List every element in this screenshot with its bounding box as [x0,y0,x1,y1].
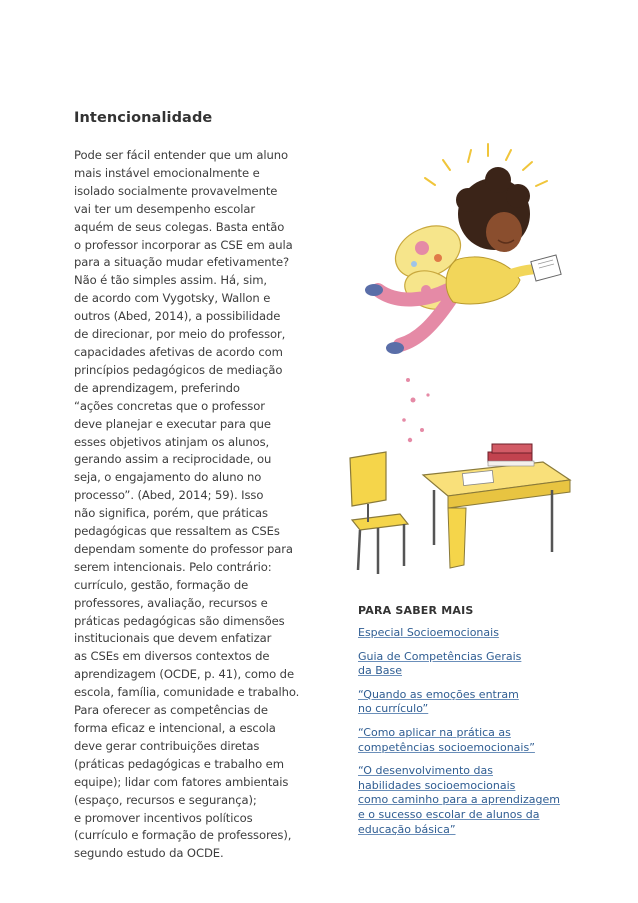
reference-link-line [358,793,588,808]
body-line: escola, família, comunidade e trabalho. [74,685,300,700]
body-line: de acordo com Vygotsky, Wallon e [74,291,271,306]
reference-link[interactable] [358,688,588,717]
body-line: “ações concretas que o professor [74,398,265,413]
reference-link-line [358,688,588,703]
body-line: equipe); lidar com fatores ambientais [74,774,289,789]
body-line: Pode ser fácil entender que um aluno [74,148,288,162]
fairy-body [446,257,520,304]
body-line: para a situação mudar efetivamente? [74,255,290,270]
body-text [74,147,310,863]
link-list [358,626,588,837]
body-line: deve gerar contribuições diretas [74,738,260,753]
body-line: (práticas pedagógicas e trabalho em [74,756,284,771]
body-line: institucionais que devem enfatizar [74,631,272,646]
body-line: Não é tão simples assim. Há, sim, [74,273,268,288]
reference-link-line [358,823,588,838]
reference-link-line [358,650,588,665]
body-line: mais instável emocionalmente e [74,165,260,180]
stacked-books [488,444,534,466]
body-line: seja, o engajamento do aluno no [74,470,262,485]
reference-link-line [358,702,588,717]
reference-link-text: e o sucesso escolar de alunos da [358,807,540,821]
school-desk [423,462,570,568]
body-line: aprendizagem (OCDE, p. 41), como de [74,667,294,682]
body-line: princípios pedagógicos de mediação [74,362,283,377]
reference-link-line [358,726,588,741]
reference-link-text: habilidades socioemocionais [358,778,516,792]
body-line: professores, avaliação, recursos e [74,595,268,610]
reference-link-text: competências socioemocionais” [358,740,535,754]
body-line: de direcionar, por meio do professor, [74,327,286,342]
body-line: Para oferecer as competências de [74,703,268,718]
fairy-legs [365,284,450,354]
reference-link-text: educação básica” [358,822,456,836]
body-line: aquém de seus colegas. Basta então [74,219,285,234]
reference-link-text: Especial Socioemocionais [358,626,499,639]
reference-link-line [358,808,588,823]
body-line: isolado socialmente provavelmente [74,183,278,198]
para-saber-mais-panel [358,604,588,846]
reference-link-text: “Quando as emoções entram [358,687,519,701]
section-title: Intencionalidade [74,110,213,126]
reference-link-line [358,764,588,779]
reference-link-line [358,626,588,641]
body-line: esses objetivos atinjam os alunos, [74,434,270,449]
body-line: dependam somente do professor para [74,541,293,556]
body-line: deve planejar e executar para que [74,416,271,431]
falling-dots [402,378,429,442]
reference-link-text: no currículo” [358,702,429,716]
body-line: forma eficaz e intencional, a escola [74,721,276,735]
reference-link-text: Guia de Competências Gerais [358,649,522,663]
body-line: não significa, porém, que práticas [74,506,268,521]
reference-link-text: “O desenvolvimento das [358,764,493,778]
fairy-head [456,167,530,252]
body-line: (espaço, recursos e segurança); [74,792,257,807]
body-line: outros (Abed, 2014), a possibilidade [74,309,281,324]
body-line: gerando assim a reciprocidade, ou [74,452,272,467]
reference-link-line [358,664,588,679]
body-line: o professor incorporar as CSE em aula [74,237,293,252]
reference-link[interactable] [358,626,588,641]
reference-link[interactable] [358,650,588,679]
reference-link-text: como caminho para a aprendizagem [358,793,560,807]
fairy-student-illustration [338,140,598,580]
body-line: segundo estudo da OCDE. [74,846,224,861]
reference-link-line [358,741,588,756]
para-saber-mais-title: PARA SABER MAIS [358,604,474,617]
reference-link-text: da Base [358,664,403,678]
body-line: as CSEs em diversos contextos de [74,649,270,664]
fairy-book [508,255,561,281]
body-line: processo”. (Abed, 2014; 59). Isso [74,488,264,503]
body-line: práticas pedagógicas são dimensões [74,613,285,628]
body-line: vai ter um desempenho escolar [74,201,256,216]
body-line: pedagógicas que ressaltem as CSEs [74,524,280,539]
reference-link-text: “Como aplicar na prática as [358,725,511,739]
body-line: serem intencionais. Pelo contrário: [74,559,272,574]
school-chair [350,452,408,574]
reference-link-line [358,779,588,794]
body-line: de aprendizagem, preferindo [74,380,240,395]
body-line: (currículo e formação de professores), [74,828,292,843]
body-line: currículo, gestão, formação de [74,577,249,592]
reference-link[interactable] [358,764,588,837]
body-line: e promover incentivos políticos [74,810,253,825]
reference-link[interactable] [358,726,588,755]
body-line: capacidades afetivas de acordo com [74,344,283,359]
